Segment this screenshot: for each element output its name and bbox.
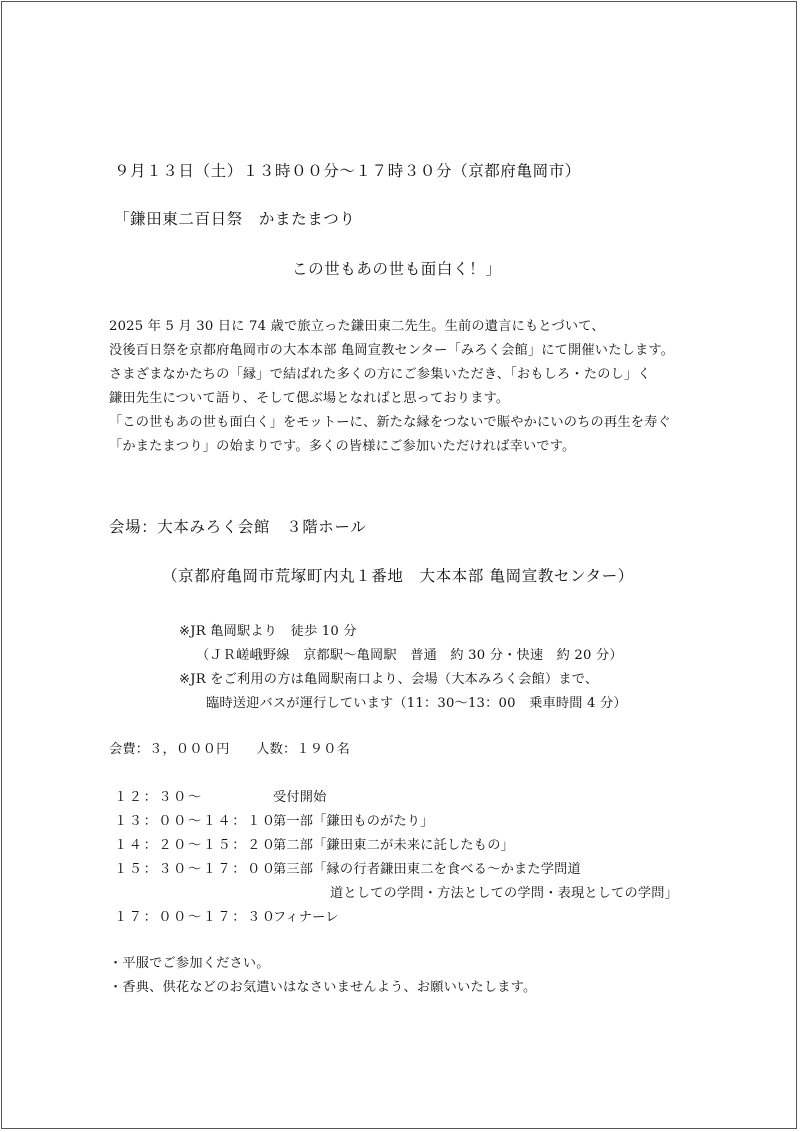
schedule-label: 第二部「鎌田東二が未来に託したもの」 xyxy=(273,838,514,853)
intro-line: 鎌田先生について語り、そして偲ぶ場となればと思っております。 xyxy=(109,391,510,406)
schedule-time: １２：３０～ xyxy=(114,790,203,805)
intro-line: 「この世もあの世も面白く」をモットーに、新たな縁をつないで賑やかにいのちの再生を寿ぐ xyxy=(109,415,671,430)
schedule-label-continued: 道としての学問・方法としての学問・表現としての学問」 xyxy=(330,886,679,901)
document-page xyxy=(1,1,797,1129)
venue-name: 会場：大本みろく会館 ３階ホール xyxy=(109,518,367,536)
access-bus-schedule: 臨時送迎バスが運行しています（11：30～13：00 乗車時間 4 分） xyxy=(206,696,627,711)
schedule-label: 第三部「縁の行者鎌田東二を食べる～かまた学問道 xyxy=(273,862,581,877)
event-title-line2: この世もあの世も面白く！」 xyxy=(292,260,502,278)
schedule-label: 第一部「鎌田ものがたり」 xyxy=(273,814,434,829)
access-train: （ＪＲ嵯峨野線 京都駅～亀岡駅 普通 約 30 分・快速 約 20 分） xyxy=(196,648,623,663)
intro-line: 2025 年 5 月 30 日に 74 歳で旅立った鎌田東二先生。生前の遺言にもとづいて、 xyxy=(109,319,605,334)
fee-capacity: 会費：３，０００円 人数：１９０名 xyxy=(109,742,350,757)
intro-line: 没後百日祭を京都府亀岡市の大本本部 亀岡宣教センター「みろく会館」にて開催いたします。 xyxy=(109,343,675,358)
schedule-time: １４：２０～１５：２０ xyxy=(114,838,277,853)
event-datetime: ９月１３日（土）１３時００分～１７時３０分（京都府亀岡市） xyxy=(114,162,581,180)
venue-address: （京都府亀岡市荒塚町内丸１番地 大本本部 亀岡宣教センター） xyxy=(162,567,634,585)
schedule-label: フィナーレ xyxy=(273,910,339,925)
schedule-time: １３：００～１４：１０ xyxy=(114,814,277,829)
note-dress-code: ・平服でご参加ください。 xyxy=(109,956,270,971)
access-walk: ※JR 亀岡駅より 徒歩 10 分 xyxy=(179,624,357,639)
schedule-time: １５：３０～１７：００ xyxy=(114,862,277,877)
schedule-label: 受付開始 xyxy=(273,790,327,805)
intro-line: 「かまたまつり」の始まりです。多くの皆様にご参加いただければ幸いです。 xyxy=(109,439,576,454)
access-bus-note: ※JR をご利用の方は亀岡駅南口より、会場（大本みろく会館）まで、 xyxy=(179,672,599,687)
schedule-time: １７：００～１７：３０ xyxy=(114,910,277,925)
event-title-line1: 「鎌田東二百日祭 かまたまつり xyxy=(114,210,356,228)
note-offerings: ・香典、供花などのお気遣いはなさいませんよう、お願いいたします。 xyxy=(109,980,537,995)
intro-line: さまざまなかたちの「縁」で結ばれた多くの方にご参集いただき、「おもしろ・たのし」く xyxy=(109,367,651,382)
